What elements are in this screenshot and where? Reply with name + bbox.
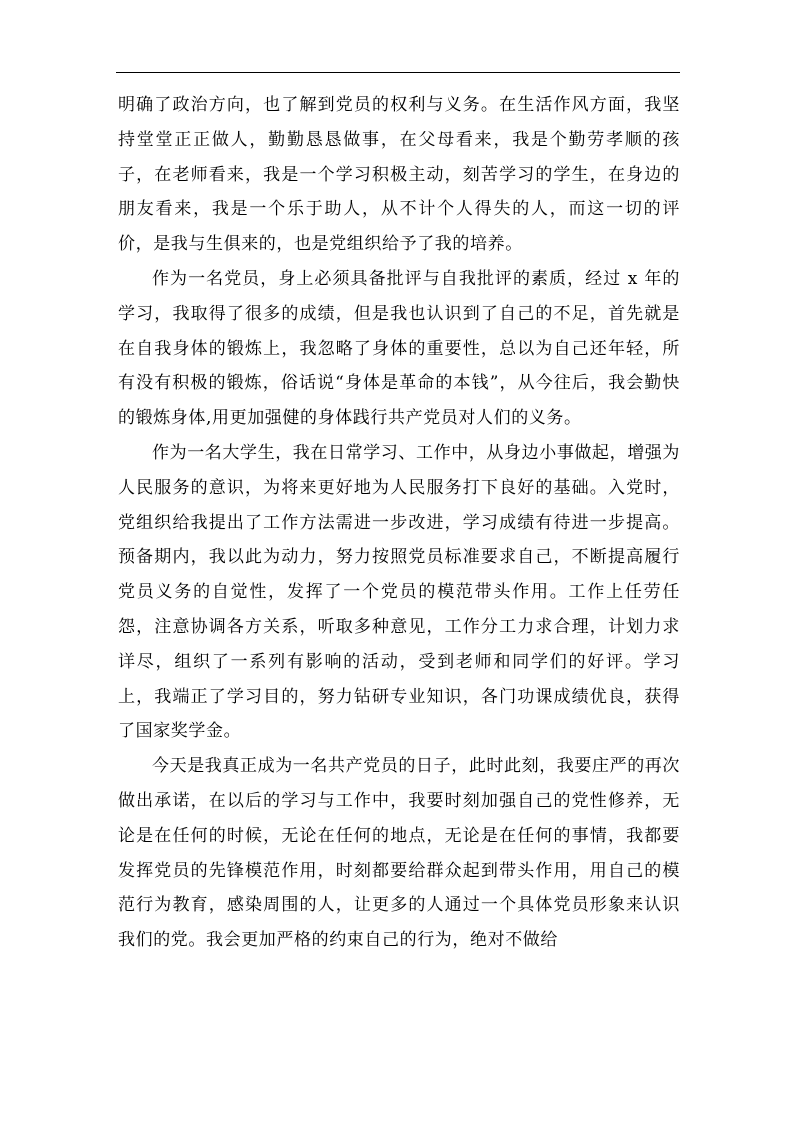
header-rule (116, 72, 680, 73)
document-body (118, 88, 680, 958)
paragraph-4: 今天是我真正成为一名共产党员的日子，此时此刻，我要庄严的再次做出承诺，在以后的学习与工作中，我要时刻加强自己的党性修养，无论是在任何的时候，无论在任何的地点，无论是在任何的事情，我都要发挥党员的先锋模范作用，时刻都要给群众起到带头作用，用自己的模范行为教育，感染周围的人，让更多的人通过一个具体党员形象来认识我们的党。我会更加严格的约束自己的行为，绝对不做给 (118, 756, 680, 951)
paragraph-1: 明确了政治方向，也了解到党员的权利与义务。在生活作风方面，我坚持堂堂正正做人，勤勤恳恳做事，在父母看来，我是个勤劳孝顺的孩子，在老师看来，我是一个学习积极主动，刻苦学习的学生，在身边的朋友看来，我是一个乐于助人，从不计个人得失的人，而这一切的评价，是我与生俱来的，也是党组织给予了我的培养。 (118, 95, 680, 255)
paragraph-3: 作为一名大学生，我在日常学习、工作中，从身边小事做起，增强为人民服务的意识，为将来更好地为人民服务打下良好的基础。入党时，党组织给我提出了工作方法需进一步改进，学习成绩有待进一步提高。预备期内，我以此为动力，努力按照党员标准要求自己，不断提高履行党员义务的自觉性，发挥了一个党员的模范带头作用。工作上任劳任怨，注意协调各方关系，听取多种意见，工作分工力求合理，计划力求详尽，组织了一系列有影响的活动，受到老师和同学们的好评。学习上，我端正了学习目的，努力钻研专业知识，各门功课成绩优良，获得了国家奖学金。 (118, 442, 680, 742)
paragraph-2: 作为一名党员，身上必须具备批评与自我批评的素质，经过 x 年的学习，我取得了很多的成绩，但是我也认识到了自己的不足，首先就是在自我身体的锻炼上，我忽略了身体的重要性，总以为自己还年轻，所有没有积极的锻炼，俗话说“身体是革命的本钱”，从今往后，我会勤快的锻炼身体,用更加强健的身体践行共产党员对人们的义务。 (118, 268, 680, 429)
